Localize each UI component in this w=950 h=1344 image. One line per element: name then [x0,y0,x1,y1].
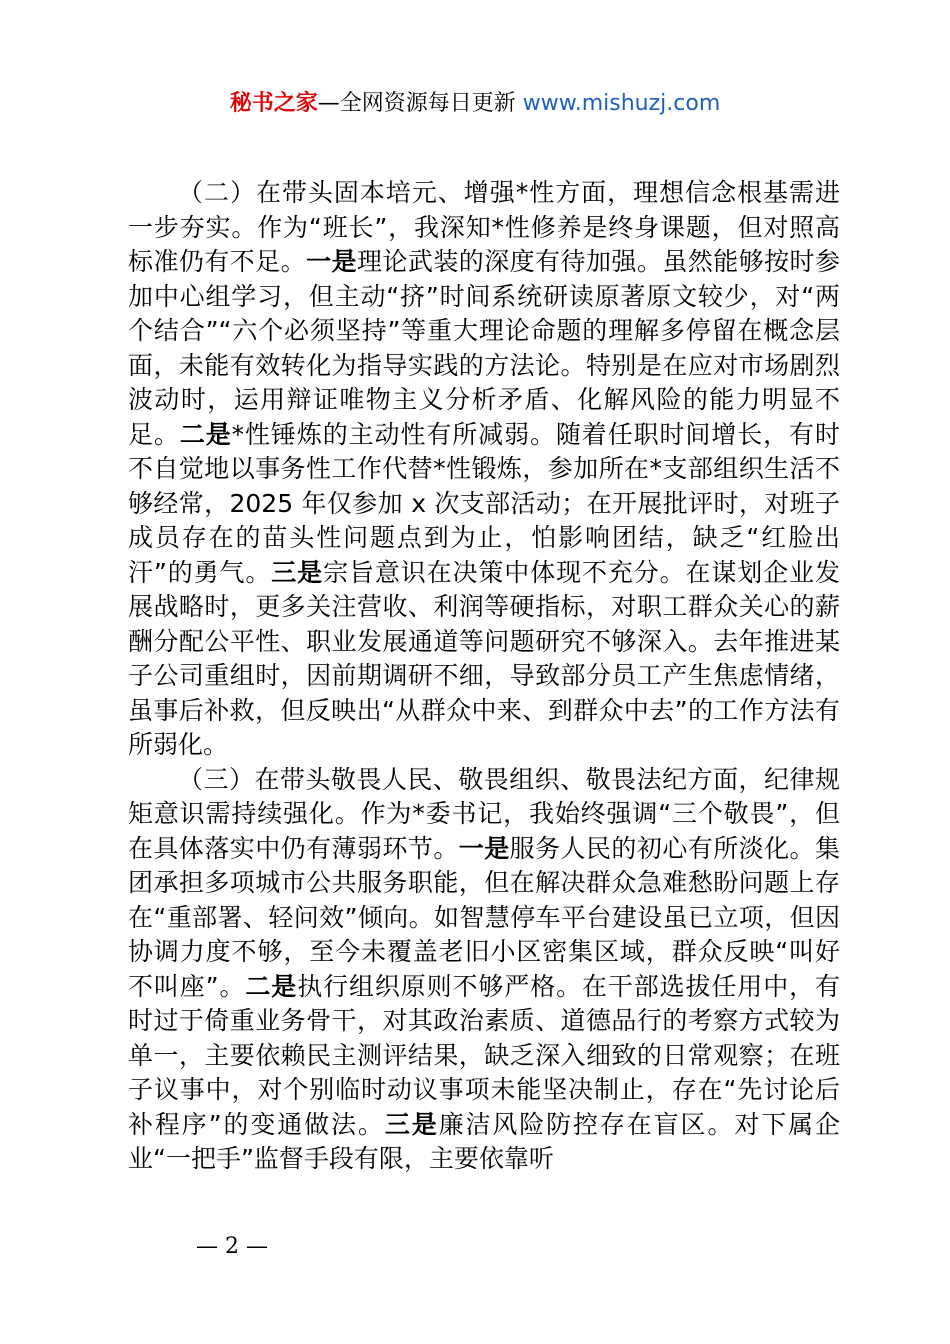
paragraph-text: 廉洁风险防控存在盲区。对下属企业“一把手”监督手段有限，主要依靠听 [128,1109,840,1173]
body-paragraph [128,176,840,763]
paragraph-text: （三）在带头敬畏人民、敬畏组织、敬畏法纪方面，纪律规矩意识需持续强化。作为*委书记，我始终强调“三个敬畏”，但在具体落实中仍有薄弱环节。 [128,764,840,863]
emphasis-marker: 一是 [458,833,510,863]
emphasis-marker: 二是 [179,419,232,449]
brand-name: 秘书之家 [229,91,318,116]
document-body [128,176,840,1177]
site-url[interactable]: www.mishuzj.com [522,91,721,116]
emphasis-marker: 三是 [384,1109,439,1139]
site-banner [0,88,950,120]
paragraph-text: （二）在带头固本培元、增强*性方面，理想信念根基需进一步夯实。作为“班长”，我深知*性修养是终身课题，但对照高标准仍有不足。 [128,178,840,276]
paragraph-text: 理论武装的深度有待加强。虽然能够按时参加中心组学习，但主动“挤”时间系统研读原著原文较少，对“两个结合”“六个必须坚持”等重大理论命题的理解多停留在概念层面，未能有效转化为指导实践的方法论。特别是在应对市场剧烈波动时，运用辩证唯物主义分析矛盾、化解风险的能力明显不足。 [128,247,840,449]
emphasis-marker: 三是 [271,557,324,587]
emphasis-marker: 二是 [245,971,298,1001]
emphasis-marker: 一是 [306,247,357,276]
paragraph-text: 服务人民的初心有所淡化。集团承担多项城市公共服务职能，但在解决群众急难愁盼问题上存在“重部署、轻问效”倾向。如智慧停车平台建设虽已立项，但因协调力度不够，至今未覆盖老旧小区密集区域，群众反映“叫好不叫座”。 [128,833,840,1001]
paragraph-text: *性锤炼的主动性有所减弱。随着任职时间增长，有时不自觉地以事务性工作代替*性锻炼，参加所在*支部组织生活不够经常，2025 年仅参加 x 次支部活动；在开展批评时，对班子成员存在的苗头性问题点到为止，怕影响团结，缺乏“红脸出汗”的勇气。 [128,419,840,587]
paragraph-text: 执行组织原则不够严格。在干部选拔任用中，有时过于倚重业务骨干，对其政治素质、道德品行的考察方式较为单一，主要依赖民主测评结果，缺乏深入细致的日常观察；在班子议事中，对个别临时动议事项未能坚决制止，存在“先讨论后补程序”的变通做法。 [128,971,840,1139]
paragraph-text: 宗旨意识在决策中体现不充分。在谋划企业发展战略时，更多关注营收、利润等硬指标，对职工群众关心的薪酬分配公平性、职业发展通道等问题研究不够深入。去年推进某子公司重组时，因前期调研不细，导致部分员工产生焦虑情绪，虽事后补救，但反映出“从群众中来、到群众中去”的工作方法有所弱化。 [128,557,840,759]
banner-tagline: —全网资源每日更新 [317,91,523,116]
body-paragraph [128,763,840,1177]
page-number: — 2 — [196,1234,268,1259]
